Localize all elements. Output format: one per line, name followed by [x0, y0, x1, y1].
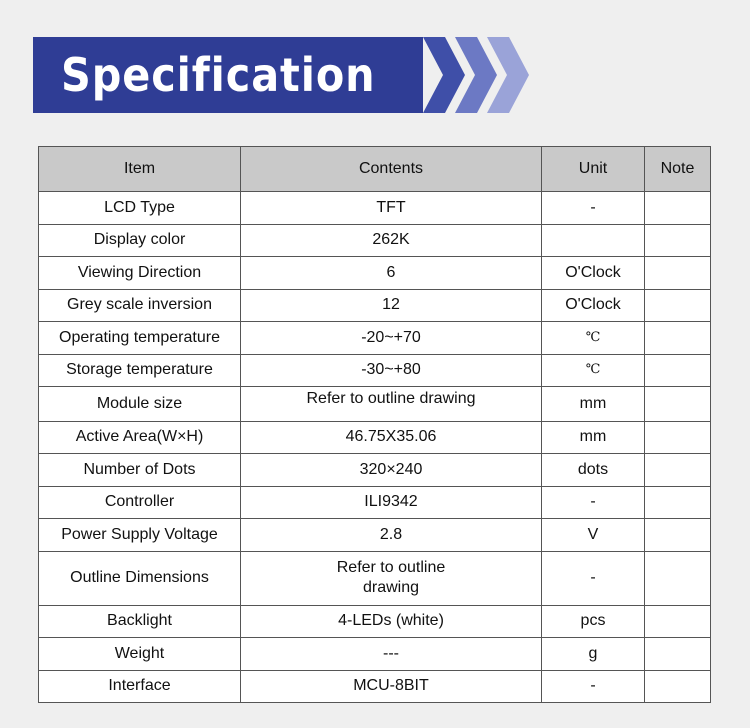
row-unit: [542, 224, 645, 257]
row-item: Module size: [39, 387, 241, 422]
header-note: Note: [645, 147, 711, 192]
row-contents-line: drawing: [362, 579, 420, 596]
table-row: [39, 605, 711, 638]
row-contents: ILI9342: [241, 486, 542, 519]
table-row: [39, 670, 711, 703]
row-item: Active Area(W×H): [39, 421, 241, 454]
row-unit: mm: [542, 421, 645, 454]
table-row: [39, 322, 711, 355]
row-contents: 2.8: [241, 519, 542, 552]
chevron-arrows-icon: [398, 37, 548, 113]
row-item: Power Supply Voltage: [39, 519, 241, 552]
row-item: Controller: [39, 486, 241, 519]
row-unit: -: [542, 670, 645, 703]
row-unit: O'Clock: [542, 289, 645, 322]
row-item: Display color: [39, 224, 241, 257]
row-note: [645, 192, 711, 225]
row-unit: -: [542, 486, 645, 519]
table-row: [39, 289, 711, 322]
row-note: [645, 519, 711, 552]
row-note: [645, 605, 711, 638]
row-note: [645, 289, 711, 322]
row-note: [645, 638, 711, 671]
specification-table: [38, 146, 711, 703]
row-unit: g: [542, 638, 645, 671]
row-unit: pcs: [542, 605, 645, 638]
row-note: [645, 486, 711, 519]
row-item: Grey scale inversion: [39, 289, 241, 322]
row-contents: TFT: [241, 192, 542, 225]
table-row: [39, 354, 711, 387]
row-contents: 6: [241, 257, 542, 290]
table-row: [39, 257, 711, 290]
row-contents: -20~+70: [241, 322, 542, 355]
row-note: [645, 354, 711, 387]
row-unit: ℃: [542, 322, 645, 355]
row-item: Operating temperature: [39, 322, 241, 355]
chevron-1: [423, 37, 465, 113]
row-note: [645, 551, 711, 605]
row-contents-line: Refer to outline: [336, 559, 446, 576]
table-row: [39, 519, 711, 552]
row-note: [645, 421, 711, 454]
header-item: Item: [39, 147, 241, 192]
row-item: Outline Dimensions: [39, 551, 241, 605]
row-contents: ---: [241, 638, 542, 671]
row-item: LCD Type: [39, 192, 241, 225]
row-contents: MCU-8BIT: [241, 670, 542, 703]
row-item: Storage temperature: [39, 354, 241, 387]
table-row: [39, 454, 711, 487]
row-unit: dots: [542, 454, 645, 487]
row-unit: -: [542, 192, 645, 225]
row-note: [645, 257, 711, 290]
row-contents: -30~+80: [241, 354, 542, 387]
table-row: [39, 224, 711, 257]
row-contents: 12: [241, 289, 542, 322]
table-row: [39, 421, 711, 454]
row-unit: V: [542, 519, 645, 552]
row-item: Number of Dots: [39, 454, 241, 487]
row-unit: -: [542, 551, 645, 605]
row-note: [645, 387, 711, 422]
row-item: Interface: [39, 670, 241, 703]
table-header-row: [39, 147, 711, 192]
banner-title: Specification: [61, 48, 376, 102]
row-contents: Refer to outline drawing: [241, 387, 542, 422]
row-contents: 46.75X35.06: [241, 421, 542, 454]
header-unit: Unit: [542, 147, 645, 192]
table-row: [39, 486, 711, 519]
row-unit: O'Clock: [542, 257, 645, 290]
row-note: [645, 322, 711, 355]
row-item: Viewing Direction: [39, 257, 241, 290]
row-contents: 320×240: [241, 454, 542, 487]
row-contents: 262K: [241, 224, 542, 257]
table-row: [39, 387, 711, 422]
header-contents: Contents: [241, 147, 542, 192]
specification-banner: [33, 37, 423, 113]
table-row: [39, 192, 711, 225]
row-unit: mm: [542, 387, 645, 422]
row-contents: 4-LEDs (white): [241, 605, 542, 638]
row-unit: ℃: [542, 354, 645, 387]
row-note: [645, 224, 711, 257]
row-item: Backlight: [39, 605, 241, 638]
row-contents: [241, 551, 542, 605]
table-row: [39, 638, 711, 671]
row-note: [645, 454, 711, 487]
table-row: [39, 551, 711, 605]
row-item: Weight: [39, 638, 241, 671]
row-note: [645, 670, 711, 703]
